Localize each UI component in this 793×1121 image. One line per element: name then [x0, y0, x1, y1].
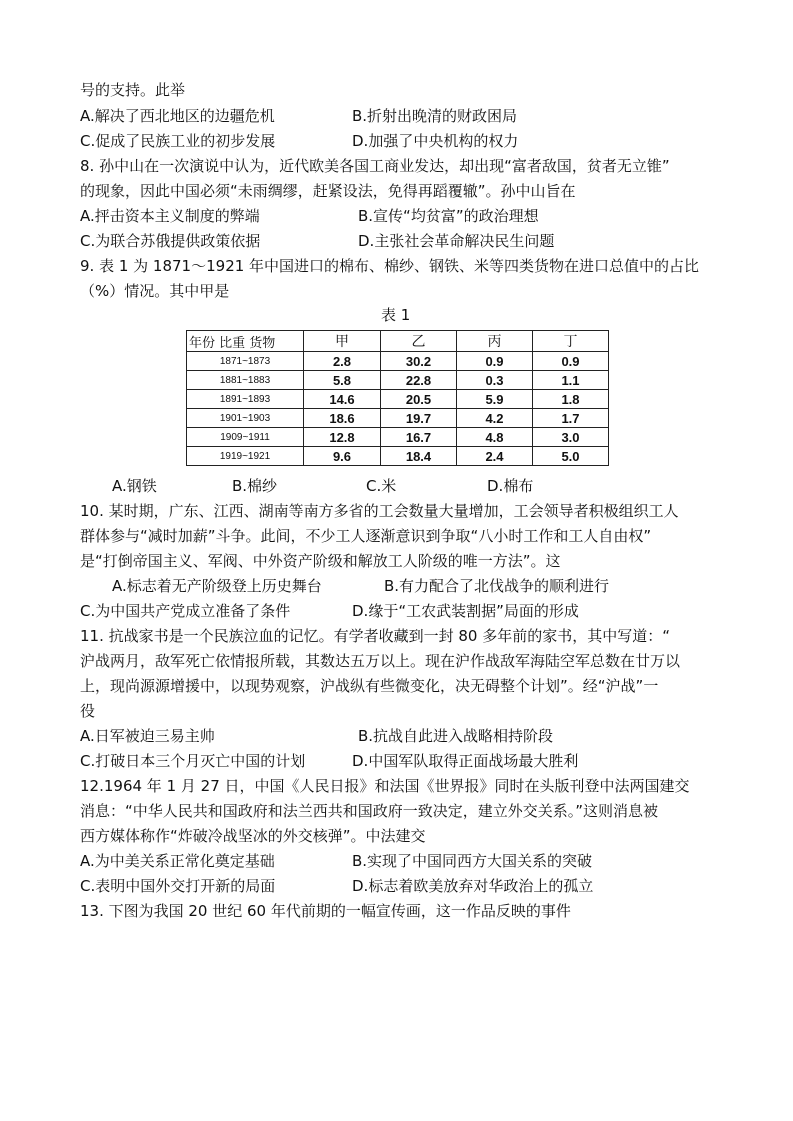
question-10-stem-line: 10. 某时期，广东、江西、湖南等南方多省的工会数量大量增加，工会领导者积极组织工人 — [80, 502, 679, 520]
cell-value: 18.4 — [381, 447, 457, 466]
question-10-stem-line: 群体参与“减时加薪”斗争。此间，不少工人逐渐意识到争取“八小时工作和工人自由权” — [80, 527, 652, 545]
question-7-stem-tail: 号的支持。此举 — [80, 81, 186, 99]
cell-value: 0.9 — [533, 352, 609, 371]
import-share-table — [186, 330, 609, 466]
cell-value: 5.9 — [457, 390, 533, 409]
q10-option-d: D.缘于“工农武装割据”局面的形成 — [352, 602, 579, 620]
table-row — [187, 371, 609, 390]
cell-value: 1.1 — [533, 371, 609, 390]
cell-value: 4.2 — [457, 409, 533, 428]
cell-value: 0.9 — [457, 352, 533, 371]
cell-value: 4.8 — [457, 428, 533, 447]
table-row — [187, 447, 609, 466]
cell-value: 5.8 — [304, 371, 381, 390]
q10-option-b: B.有力配合了北伐战争的顺利进行 — [384, 577, 610, 595]
q8-option-b: B.宣传“均贫富”的政治理想 — [358, 207, 539, 225]
cell-value: 9.6 — [304, 447, 381, 466]
q9-option-d: D.棉布 — [487, 477, 534, 495]
q10-option-a: A.标志着无产阶级登上历史舞台 — [112, 577, 322, 595]
question-12-stem-line: 消息：“中华人民共和国政府和法兰西共和国政府一致决定，建立外交关系。”这则消息被 — [80, 802, 659, 820]
q12-option-b: B.实现了中国同西方大国关系的突破 — [352, 852, 593, 870]
cell-value: 1.7 — [533, 409, 609, 428]
q11-option-a: A.日军被迫三易主帅 — [80, 727, 215, 745]
question-10-stem-line: 是“打倒帝国主义、军阀、中外资产阶级和解放工人阶级的唯一方法”。这 — [80, 552, 561, 570]
q11-option-b: B.抗战自此进入战略相持阶段 — [358, 727, 554, 745]
table-column-header: 乙 — [381, 331, 457, 352]
cell-value: 0.3 — [457, 371, 533, 390]
cell-value: 2.4 — [457, 447, 533, 466]
question-11-stem-line: 沪战两月，敌军死亡依情报所载，其数达五万以上。现在沪作战敌军海陆空军总数在廿万以 — [80, 652, 681, 670]
q12-option-a: A.为中美关系正常化奠定基础 — [80, 852, 275, 870]
q7-option-b: B.折射出晚清的财政困局 — [352, 107, 518, 125]
q7-option-c: C.促成了民族工业的初步发展 — [80, 132, 276, 150]
question-8-stem-line: 8. 孙中山在一次演说中认为，近代欧美各国工商业发达，却出现“富者敌国，贫者无立锥” — [80, 157, 670, 175]
row-year: 1891~1893 — [187, 390, 304, 409]
q11-option-d: D.中国军队取得正面战场最大胜利 — [352, 752, 579, 770]
q8-option-d: D.主张社会革命解决民生问题 — [358, 232, 555, 250]
question-12-stem-line: 西方媒体称作“炸破冷战坚冰的外交核弹”。中法建交 — [80, 827, 426, 845]
q9-option-a: A.钢铁 — [112, 477, 157, 495]
cell-value: 18.6 — [304, 409, 381, 428]
table-row — [187, 352, 609, 371]
row-year: 1871~1873 — [187, 352, 304, 371]
q11-option-c: C.打破日本三个月灭亡中国的计划 — [80, 752, 306, 770]
question-11-stem-line: 役 — [80, 702, 96, 720]
cell-value: 12.8 — [304, 428, 381, 447]
cell-value: 5.0 — [533, 447, 609, 466]
cell-value: 30.2 — [381, 352, 457, 371]
cell-value: 20.5 — [381, 390, 457, 409]
q9-option-c: C.米 — [366, 477, 397, 495]
cell-value: 19.7 — [381, 409, 457, 428]
q10-option-c: C.为中国共产党成立准备了条件 — [80, 602, 291, 620]
row-year: 1919~1921 — [187, 447, 304, 466]
question-13-stem-line: 13. 下图为我国 20 世纪 60 年代前期的一幅宣传画，这一作品反映的事件 — [80, 902, 571, 920]
question-11-stem-line: 上，现尚源源增援中，以现势观察，沪战纵有些微变化，决无碍整个计划”。经“沪战”一 — [80, 677, 659, 695]
cell-value: 2.8 — [304, 352, 381, 371]
question-9-stem-line: （%）情况。其中甲是 — [80, 282, 230, 300]
row-year: 1901~1903 — [187, 409, 304, 428]
table-row — [187, 390, 609, 409]
table-header-row — [187, 331, 609, 352]
cell-value: 22.8 — [381, 371, 457, 390]
question-9-stem-line: 9. 表 1 为 1871～1921 年中国进口的棉布、棉纱、钢铁、米等四类货物在进口总值中的占比 — [80, 257, 700, 275]
q8-option-c: C.为联合苏俄提供政策依据 — [80, 232, 261, 250]
question-11-stem-line: 11. 抗战家书是一个民族泣血的记忆。有学者收藏到一封 80 多年前的家书，其中写道：“ — [80, 627, 671, 645]
q7-option-d: D.加强了中央机构的权力 — [352, 132, 519, 150]
table-corner-header: 年份 比重 货物 — [187, 331, 304, 352]
q8-option-a: A.抨击资本主义制度的弊端 — [80, 207, 260, 225]
question-8-stem-line: 的现象，因此中国必须“未雨绸缪，赶紧设法，免得再蹈覆辙”。孙中山旨在 — [80, 182, 576, 200]
cell-value: 14.6 — [304, 390, 381, 409]
table-caption: 表 1 — [381, 306, 411, 324]
table-column-header: 丙 — [457, 331, 533, 352]
table-row — [187, 428, 609, 447]
q7-option-a: A.解决了西北地区的边疆危机 — [80, 107, 275, 125]
q12-option-d: D.标志着欧美放弃对华政治上的孤立 — [352, 877, 594, 895]
row-year: 1909~1911 — [187, 428, 304, 447]
table-row — [187, 409, 609, 428]
q9-option-b: B.棉纱 — [232, 477, 278, 495]
cell-value: 1.8 — [533, 390, 609, 409]
table-column-header: 甲 — [304, 331, 381, 352]
question-12-stem-line: 12.1964 年 1 月 27 日，中国《人民日报》和法国《世界报》同时在头版刊登中法两国建交 — [80, 777, 690, 795]
cell-value: 16.7 — [381, 428, 457, 447]
table-column-header: 丁 — [533, 331, 609, 352]
cell-value: 3.0 — [533, 428, 609, 447]
row-year: 1881~1883 — [187, 371, 304, 390]
q12-option-c: C.表明中国外交打开新的局面 — [80, 877, 276, 895]
